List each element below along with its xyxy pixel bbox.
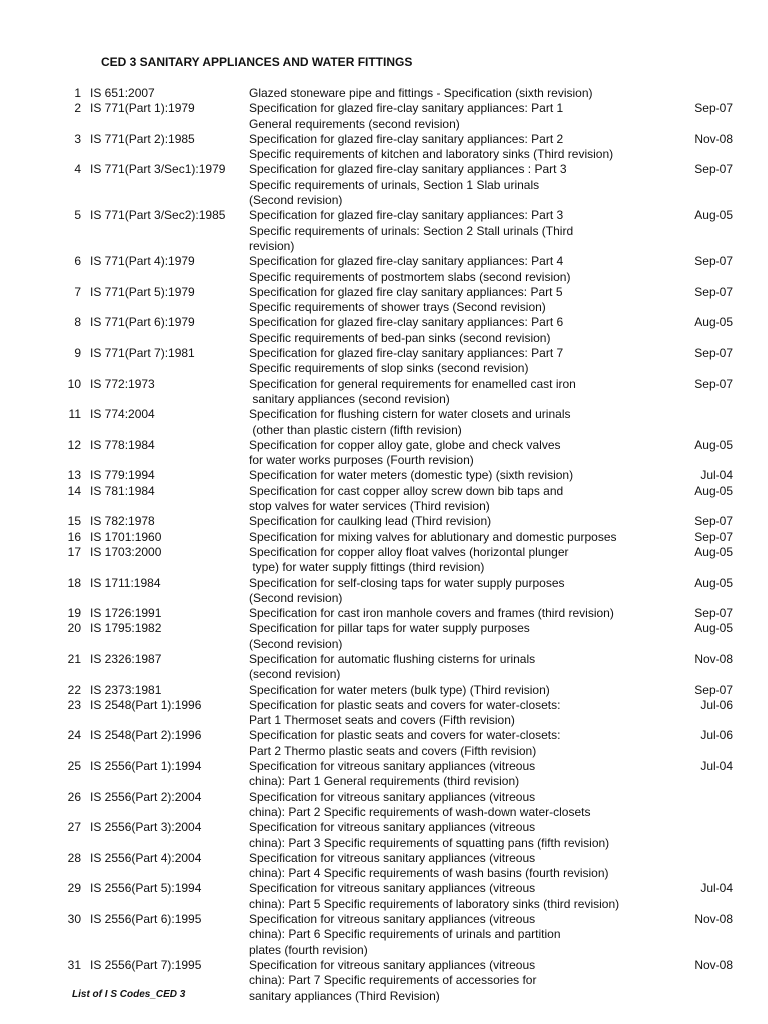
list-item — [0, 545, 768, 576]
standard-code: IS 771(Part 3/Sec1):1979 — [90, 162, 226, 177]
standard-description — [249, 285, 681, 316]
item-number: 3 — [74, 131, 81, 146]
description-line: Specification for water meters (bulk type) (Third revision) — [249, 682, 550, 697]
list-item — [0, 208, 768, 254]
reaffirmed-date: Sep-07 — [694, 284, 733, 299]
item-number: 4 — [74, 162, 81, 177]
list-item — [0, 683, 768, 698]
reaffirmed-date: Sep-07 — [694, 254, 733, 269]
reaffirmed-date: Sep-07 — [694, 346, 733, 361]
description-line: sanitary appliances (second revision) — [249, 391, 450, 406]
item-number: 15 — [67, 514, 81, 529]
description-line: Specification for glazed fire-clay sanitary appliances: Part 3 — [249, 208, 564, 223]
list-item — [0, 530, 768, 545]
item-number: 2 — [74, 101, 81, 116]
list-item — [0, 346, 768, 377]
standard-description — [249, 530, 681, 545]
list-item — [0, 86, 768, 101]
description-line: china): Part 7 Specific requirements of accessories for — [249, 973, 537, 988]
item-number: 7 — [74, 284, 81, 299]
reaffirmed-date: Aug-05 — [694, 575, 733, 590]
description-line: Specification for automatic flushing cisterns for urinals — [249, 651, 536, 666]
description-line: Specification for vitreous sanitary appliances (vitreous — [249, 881, 536, 896]
standard-code: IS 1795:1982 — [90, 621, 162, 636]
description-line: Specification for vitreous sanitary appliances (vitreous — [249, 957, 536, 972]
reaffirmed-date: Sep-07 — [694, 529, 733, 544]
item-number: 5 — [74, 208, 81, 223]
item-number: 18 — [67, 575, 81, 590]
standard-description — [249, 683, 681, 698]
description-line: type) for water supply fittings (third revision) — [249, 560, 485, 575]
list-item — [0, 162, 768, 208]
reaffirmed-date: Aug-05 — [694, 437, 733, 452]
reaffirmed-date: Aug-05 — [694, 483, 733, 498]
standard-code: IS 771(Part 4):1979 — [90, 254, 195, 269]
standard-code: IS 2556(Part 2):2004 — [90, 789, 202, 804]
item-number: 14 — [67, 483, 81, 498]
standard-description — [249, 820, 681, 851]
standard-code: IS 774:2004 — [90, 407, 155, 422]
list-item — [0, 698, 768, 729]
item-number: 25 — [67, 759, 81, 774]
list-item — [0, 790, 768, 821]
description-line: Specification for flushing cistern for water closets and urinals — [249, 407, 571, 422]
list-item — [0, 468, 768, 483]
description-line: Specific requirements of bed-pan sinks (second revision) — [249, 330, 551, 345]
reaffirmed-date: Jul-04 — [700, 468, 733, 483]
reaffirmed-date: Nov-08 — [694, 957, 733, 972]
description-line: china): Part 4 Specific requirements of wash basins (fourth revision) — [249, 866, 609, 881]
description-line: Specification for glazed fire clay sanitary appliances: Part 5 — [249, 284, 563, 299]
item-number: 9 — [74, 346, 81, 361]
item-number: 31 — [67, 957, 81, 972]
item-number: 17 — [67, 544, 81, 559]
standard-code: IS 2556(Part 1):1994 — [90, 759, 202, 774]
description-line: Part 1 Thermoset seats and covers (Fifth revision) — [249, 713, 515, 728]
description-line: china): Part 5 Specific requirements of laboratory sinks (third revision) — [249, 896, 620, 911]
list-item — [0, 484, 768, 515]
item-number: 22 — [67, 682, 81, 697]
standard-description — [249, 514, 681, 529]
list-item — [0, 576, 768, 607]
description-line: china): Part 2 Specific requirements of wash-down water-closets — [249, 804, 591, 819]
item-number: 28 — [67, 850, 81, 865]
description-line: Specification for general requirements for enamelled cast iron — [249, 376, 576, 391]
standard-code: IS 771(Part 6):1979 — [90, 315, 195, 330]
description-line: Specific requirements of slop sinks (second revision) — [249, 361, 529, 376]
standards-list — [0, 86, 768, 1004]
description-line: Specification for vitreous sanitary appliances (vitreous — [249, 789, 536, 804]
standard-description — [249, 851, 681, 882]
description-line: Specification for glazed fire-clay sanitary appliances: Part 7 — [249, 346, 564, 361]
list-item — [0, 912, 768, 958]
standard-code: IS 2373:1981 — [90, 682, 162, 697]
standard-description — [249, 759, 681, 790]
standard-description — [249, 958, 681, 1004]
description-line: Specification for glazed fire-clay sanitary appliances: Part 4 — [249, 254, 564, 269]
reaffirmed-date: Aug-05 — [694, 208, 733, 223]
item-number: 24 — [67, 728, 81, 743]
description-line: Specific requirements of urinals, Section 1 Slab urinals — [249, 177, 540, 192]
description-line: for water works purposes (Fourth revision) — [249, 453, 474, 468]
standard-description — [249, 912, 681, 958]
reaffirmed-date: Aug-05 — [694, 315, 733, 330]
standard-code: IS 771(Part 3/Sec2):1985 — [90, 208, 226, 223]
list-item — [0, 407, 768, 438]
standard-code: IS 781:1984 — [90, 483, 155, 498]
standard-code: IS 1703:2000 — [90, 544, 162, 559]
standard-description — [249, 468, 681, 483]
list-item — [0, 652, 768, 683]
standard-code: IS 1726:1991 — [90, 606, 162, 621]
item-number: 10 — [67, 376, 81, 391]
description-line: Specification for self-closing taps for water supply purposes — [249, 575, 565, 590]
standard-code: IS 1701:1960 — [90, 529, 162, 544]
description-line: Specific requirements of postmortem slabs (second revision) — [249, 269, 571, 284]
list-item — [0, 881, 768, 912]
reaffirmed-date: Jul-06 — [700, 697, 733, 712]
standard-code: IS 771(Part 7):1981 — [90, 346, 195, 361]
item-number: 21 — [67, 651, 81, 666]
item-number: 6 — [74, 254, 81, 269]
item-number: 16 — [67, 529, 81, 544]
reaffirmed-date: Sep-07 — [694, 606, 733, 621]
standard-description — [249, 132, 681, 163]
description-line: Specification for glazed fire-clay sanitary appliances : Part 3 — [249, 162, 567, 177]
description-line: china): Part 6 Specific requirements of urinals and partition — [249, 927, 561, 942]
standard-code: IS 771(Part 1):1979 — [90, 101, 195, 116]
standard-description — [249, 377, 681, 408]
description-line: Specification for copper alloy gate, globe and check valves — [249, 437, 561, 452]
standard-code: IS 2556(Part 3):2004 — [90, 820, 202, 835]
reaffirmed-date: Aug-05 — [694, 621, 733, 636]
reaffirmed-date: Nov-08 — [694, 131, 733, 146]
standard-code: IS 779:1994 — [90, 468, 155, 483]
list-item — [0, 621, 768, 652]
reaffirmed-date: Sep-07 — [694, 682, 733, 697]
description-line: Specification for glazed fire-clay sanitary appliances: Part 2 — [249, 131, 564, 146]
description-line: (Second revision) — [249, 193, 343, 208]
standard-code: IS 2548(Part 1):1996 — [90, 697, 202, 712]
list-item — [0, 101, 768, 132]
description-line: revision) — [249, 238, 295, 253]
standard-code: IS 772:1973 — [90, 376, 155, 391]
description-line: china): Part 1 General requirements (third revision) — [249, 774, 520, 789]
description-line: stop valves for water services (Third revision) — [249, 499, 490, 514]
standard-description — [249, 698, 681, 729]
description-line: (Second revision) — [249, 636, 343, 651]
standard-description — [249, 86, 681, 101]
item-number: 26 — [67, 789, 81, 804]
standard-description — [249, 346, 681, 377]
list-item — [0, 254, 768, 285]
standard-description — [249, 208, 681, 254]
standard-description — [249, 621, 681, 652]
standard-code: IS 2548(Part 2):1996 — [90, 728, 202, 743]
standard-code: IS 1711:1984 — [90, 575, 161, 590]
item-number: 29 — [67, 881, 81, 896]
description-line: (Second revision) — [249, 590, 343, 605]
standard-description — [249, 790, 681, 821]
description-line: Specific requirements of kitchen and laboratory sinks (Third revision) — [249, 147, 614, 162]
description-line: General requirements (second revision) — [249, 116, 460, 131]
list-item — [0, 285, 768, 316]
description-line: (other than plastic cistern (fifth revision) — [249, 422, 462, 437]
list-item — [0, 132, 768, 163]
description-line: Specific requirements of shower trays (Second revision) — [249, 300, 546, 315]
list-item — [0, 514, 768, 529]
standard-code: IS 2556(Part 6):1995 — [90, 912, 202, 927]
standard-code: IS 771(Part 2):1985 — [90, 131, 195, 146]
description-line: Specification for glazed fire-clay sanitary appliances: Part 1 — [249, 101, 564, 116]
reaffirmed-date: Jul-04 — [700, 759, 733, 774]
standard-code: IS 651:2007 — [90, 86, 155, 100]
item-number: 20 — [67, 621, 81, 636]
page-footer: List of I S Codes_CED 3 — [72, 989, 186, 1000]
list-item — [0, 377, 768, 408]
description-line: Specification for water meters (domestic type) (sixth revision) — [249, 468, 574, 483]
description-line: Specification for vitreous sanitary appliances (vitreous — [249, 759, 536, 774]
document-title: CED 3 SANITARY APPLIANCES AND WATER FITTINGS — [101, 55, 413, 69]
description-line: china): Part 3 Specific requirements of squatting pans (fifth revision) — [249, 835, 610, 850]
item-number: 11 — [68, 407, 81, 422]
description-line: Specification for vitreous sanitary appliances (vitreous — [249, 850, 536, 865]
reaffirmed-date: Sep-07 — [694, 376, 733, 391]
reaffirmed-date: Jul-04 — [700, 881, 733, 896]
standard-description — [249, 545, 681, 576]
standard-description — [249, 484, 681, 515]
item-number: 23 — [67, 697, 81, 712]
reaffirmed-date: Sep-07 — [694, 101, 733, 116]
description-line: Specification for glazed fire-clay sanitary appliances: Part 6 — [249, 315, 564, 330]
list-item — [0, 820, 768, 851]
item-number: 1 — [74, 86, 81, 100]
reaffirmed-date: Aug-05 — [694, 544, 733, 559]
standard-description — [249, 652, 681, 683]
item-number: 13 — [67, 468, 81, 483]
description-line: Specification for cast iron manhole covers and frames (third revision) — [249, 606, 614, 621]
list-item — [0, 438, 768, 469]
standard-code: IS 782:1978 — [90, 514, 155, 529]
description-line: Specification for pillar taps for water supply purposes — [249, 621, 530, 636]
list-item — [0, 315, 768, 346]
standard-description — [249, 728, 681, 759]
standard-code: IS 771(Part 5):1979 — [90, 284, 195, 299]
list-item — [0, 606, 768, 621]
standard-description — [249, 162, 681, 208]
reaffirmed-date: Sep-07 — [694, 162, 733, 177]
reaffirmed-date: Nov-08 — [694, 651, 733, 666]
item-number: 27 — [67, 820, 81, 835]
description-line: Glazed stoneware pipe and fittings - Specification (sixth revision) — [249, 86, 593, 100]
standard-code: IS 778:1984 — [90, 437, 155, 452]
description-line: Specification for cast copper alloy screw down bib taps and — [249, 483, 564, 498]
description-line: plates (fourth revision) — [249, 942, 368, 957]
standard-code: IS 2556(Part 4):2004 — [90, 850, 202, 865]
item-number: 19 — [67, 606, 81, 621]
standard-description — [249, 315, 681, 346]
standard-description — [249, 438, 681, 469]
standard-code: IS 2326:1987 — [90, 651, 162, 666]
item-number: 8 — [74, 315, 81, 330]
description-line: Specification for plastic seats and covers for water-closets: — [249, 697, 561, 712]
description-line: Specification for vitreous sanitary appliances (vitreous — [249, 820, 536, 835]
description-line: Specification for caulking lead (Third revision) — [249, 514, 492, 529]
reaffirmed-date: Sep-07 — [694, 514, 733, 529]
standard-description — [249, 101, 681, 132]
description-line: Part 2 Thermo plastic seats and covers (Fifth revision) — [249, 743, 537, 758]
description-line: Specification for vitreous sanitary appliances (vitreous — [249, 912, 536, 927]
description-line: (second revision) — [249, 667, 341, 682]
standard-description — [249, 881, 681, 912]
reaffirmed-date: Jul-06 — [700, 728, 733, 743]
description-line: Specification for copper alloy float valves (horizontal plunger — [249, 544, 569, 559]
standard-description — [249, 254, 681, 285]
description-line: Specific requirements of urinals: Section 2 Stall urinals (Third — [249, 223, 574, 238]
list-item — [0, 728, 768, 759]
standard-code: IS 2556(Part 7):1995 — [90, 957, 202, 972]
standard-description — [249, 606, 681, 621]
list-item — [0, 759, 768, 790]
item-number: 12 — [67, 437, 81, 452]
standard-code: IS 2556(Part 5):1994 — [90, 881, 202, 896]
description-line: Specification for mixing valves for ablutionary and domestic purposes — [249, 529, 617, 544]
standard-description — [249, 407, 681, 438]
description-line: sanitary appliances (Third Revision) — [249, 988, 440, 1003]
list-item — [0, 851, 768, 882]
item-number: 30 — [67, 912, 81, 927]
description-line: Specification for plastic seats and covers for water-closets: — [249, 728, 561, 743]
standard-description — [249, 576, 681, 607]
reaffirmed-date: Nov-08 — [694, 912, 733, 927]
